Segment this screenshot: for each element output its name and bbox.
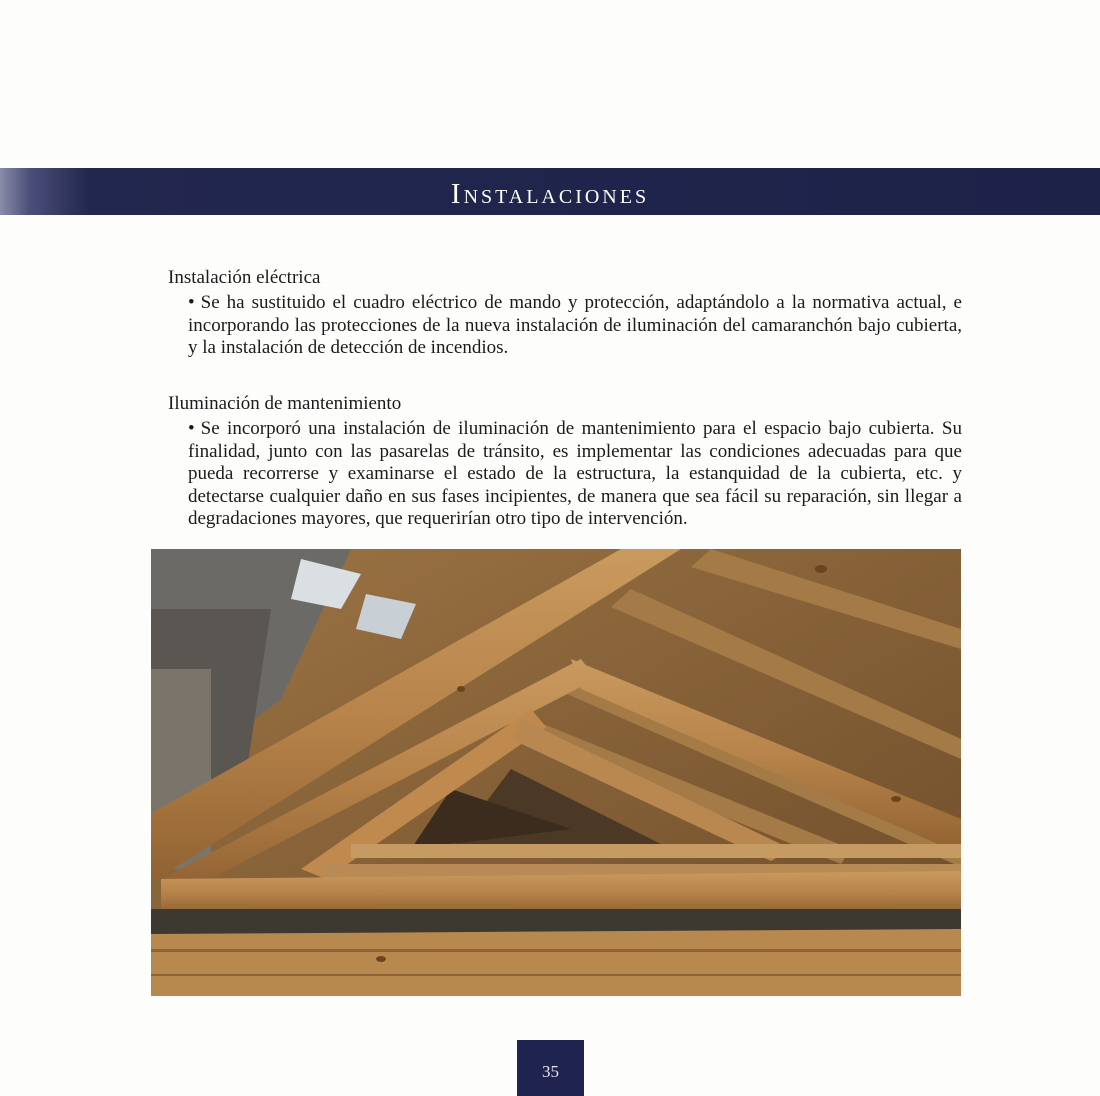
section-maintenance-lighting <box>168 392 962 531</box>
section-heading: Iluminación de mantenimiento <box>168 393 402 414</box>
bullet-icon: • <box>188 292 195 313</box>
section-body <box>188 418 962 531</box>
page-number: 35 <box>542 1062 559 1081</box>
section-body <box>188 292 962 360</box>
roof-trusses-photo <box>151 549 961 996</box>
section-electrical <box>168 266 962 360</box>
roof-trusses-illustration <box>151 549 961 996</box>
section-heading: Instalación eléctrica <box>168 267 321 288</box>
page-number-box <box>517 1040 584 1096</box>
section-title: Instalaciones <box>450 178 650 210</box>
section-body-text: Se incorporó una instalación de iluminación de mantenimiento para el espacio bajo cubierta. Su finalidad, junto con las pasarelas de tránsito, es implementar las condiciones adecuadas para que pueda recorrerse y examinarse el estado de la estructura, la estanquidad de la cubierta, etc. y detectarse cualquier daño en sus fases incipientes, de manera que sea fácil su reparación, sin llegar a degradaciones mayores, que requerirían otro tipo de intervención. <box>188 418 962 529</box>
section-header-band <box>0 168 1100 215</box>
section-body-text: Se ha sustituido el cuadro eléctrico de mando y protección, adaptándolo a la normativa actual, e incorporando las protecciones de la nueva instalación de iluminación del camaranchón bajo cubierta, y la instalación de detección de incendios. <box>188 292 962 358</box>
bullet-icon: • <box>188 418 195 439</box>
